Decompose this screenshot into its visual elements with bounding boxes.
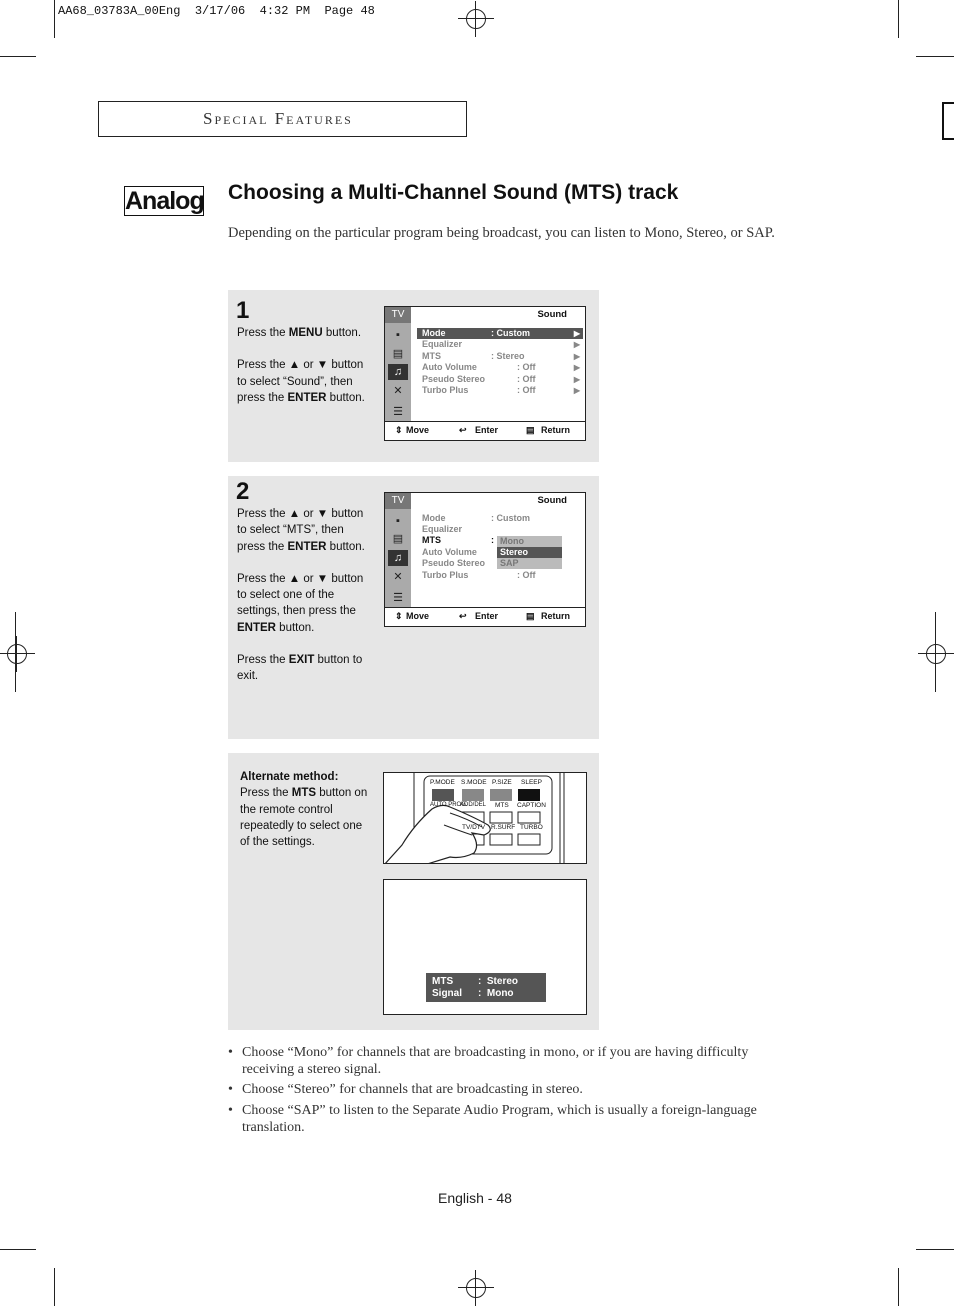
sound-icon: ♫ bbox=[388, 364, 408, 380]
picture-icon: ▪ bbox=[396, 515, 400, 527]
remote-button-label: CAPTION bbox=[517, 802, 546, 809]
channel-icon: ▤ bbox=[392, 533, 404, 545]
osd-signal-value: : Mono bbox=[478, 988, 514, 999]
osd-mts-value: : Stereo bbox=[478, 976, 519, 987]
mts-osd-box bbox=[426, 973, 546, 1002]
sound-menu-screen-2 bbox=[384, 492, 586, 627]
step1-text-2: Press the ▲ or ▼ button to select “Sound”, then press the ENTER button. bbox=[237, 359, 365, 404]
remote-button-label: R.SURF bbox=[491, 824, 516, 831]
step2-text-3: Press the EXIT button to exit. bbox=[237, 654, 363, 683]
alt-method-text bbox=[240, 769, 374, 850]
mts-option-sap: SAP bbox=[497, 558, 562, 569]
osd-mts-label: MTS bbox=[432, 976, 454, 987]
section-header-text: Special Features bbox=[203, 109, 353, 128]
menu-row: MTS : bbox=[422, 535, 494, 545]
bullet-text: Choose “Mono” for channels that are broadcasting in mono, or if you are having difficulty receiving a stereo signal. bbox=[242, 1045, 749, 1077]
alt-method-body: Press the MTS button on the remote control repeatedly to select one of the settings. bbox=[240, 787, 368, 849]
step1-instructions bbox=[237, 325, 375, 422]
picture-icon: ▪ bbox=[396, 329, 400, 341]
menu-row: Turbo Plus : Off bbox=[422, 570, 536, 580]
remote-drawing bbox=[384, 773, 587, 864]
sound-menu-screen-1 bbox=[384, 306, 586, 441]
menu-row: Mode : Custom ▶ bbox=[417, 328, 583, 339]
remote-button-label: P.MODE bbox=[430, 779, 455, 786]
step2-text-1: Press the ▲ or ▼ button to select “MTS”, then press the ENTER button. bbox=[237, 508, 365, 553]
menu-row: Pseudo Stereo bbox=[422, 558, 486, 568]
menu-footer-bar bbox=[385, 607, 585, 626]
menu-footer-bar bbox=[385, 421, 585, 440]
mts-options-popup bbox=[497, 536, 562, 569]
remote-illustration bbox=[383, 772, 587, 864]
bullet-dot: • bbox=[228, 1082, 233, 1097]
menu-title: Sound bbox=[537, 495, 567, 506]
mts-option-stereo: Stereo bbox=[497, 547, 562, 558]
return-icon: ▤ bbox=[526, 611, 535, 621]
menu-row: Mode : Custom bbox=[422, 513, 530, 523]
tv-label: TV bbox=[385, 493, 411, 509]
menu-row: Equalizer ▶ bbox=[422, 339, 580, 349]
antenna-icon: ✕ bbox=[393, 385, 403, 397]
enter-icon: ↩ bbox=[459, 425, 467, 435]
remote-button-label: TV/DTV bbox=[462, 824, 486, 831]
tv-screen-osd bbox=[383, 879, 587, 1015]
section-header bbox=[98, 101, 467, 137]
remote-button-label: AUTO PROG. bbox=[430, 802, 468, 808]
intro-text: Depending on the particular program being broadcast, you can listen to Mono, Stereo, or SAP. bbox=[228, 225, 775, 241]
enter-label: Enter bbox=[475, 425, 499, 435]
remote-button-label: MTS bbox=[495, 802, 509, 809]
menu-row: Equalizer bbox=[422, 524, 463, 534]
step1-number: 1 bbox=[236, 297, 250, 324]
menu-row: MTS : Stereo ▶ bbox=[422, 351, 580, 361]
tv-label: TV bbox=[385, 307, 411, 323]
mts-option-mono: Mono bbox=[497, 536, 562, 547]
setup-icon: ☰ bbox=[393, 592, 403, 604]
bullet-item bbox=[228, 1044, 788, 1080]
menu-row: Auto Volume bbox=[422, 547, 477, 557]
move-icon: ⇕ bbox=[395, 611, 403, 621]
move-label: Move bbox=[406, 425, 430, 435]
menu-row: Auto Volume : Off ▶ bbox=[422, 362, 580, 372]
menu-row: Turbo Plus : Off ▶ bbox=[422, 385, 580, 395]
step2-number: 2 bbox=[236, 478, 250, 505]
antenna-icon: ✕ bbox=[393, 571, 403, 583]
move-label: Move bbox=[406, 611, 430, 621]
bullet-item bbox=[228, 1102, 788, 1138]
step1-text-1: Press the MENU button. bbox=[237, 327, 362, 339]
remote-button-label: ADD/DEL bbox=[460, 802, 487, 808]
enter-label: Enter bbox=[475, 611, 499, 621]
remote-button-label: TURBO bbox=[520, 824, 543, 831]
sound-icon: ♫ bbox=[388, 550, 408, 566]
menu-row: Pseudo Stereo : Off ▶ bbox=[422, 374, 580, 384]
setup-icon: ☰ bbox=[393, 406, 403, 418]
print-slug: AA68_03783A_00Eng 3/17/06 4:32 PM Page 48 bbox=[58, 4, 375, 18]
return-icon: ▤ bbox=[526, 425, 535, 435]
bullet-text: Choose “Stereo” for channels that are broadcasting in stereo. bbox=[242, 1082, 583, 1097]
return-label: Return bbox=[541, 425, 570, 435]
bullet-item bbox=[228, 1081, 788, 1099]
step2-instructions bbox=[237, 506, 375, 701]
osd-signal-label: Signal bbox=[432, 988, 463, 999]
menu-title: Sound bbox=[537, 309, 567, 320]
remote-button-label: P.SIZE bbox=[492, 779, 512, 786]
remote-button-label: SLEEP bbox=[521, 779, 542, 786]
alt-method-heading: Alternate method: bbox=[240, 771, 339, 783]
bullet-dot: • bbox=[228, 1103, 233, 1118]
page-title: Choosing a Multi-Channel Sound (MTS) track bbox=[228, 181, 679, 204]
step2-text-2: Press the ▲ or ▼ button to select one of the settings, then press the ENTER button. bbox=[237, 572, 364, 634]
remote-button-label: S.MODE bbox=[461, 779, 487, 786]
channel-icon: ▤ bbox=[392, 348, 404, 360]
return-label: Return bbox=[541, 611, 570, 621]
move-icon: ⇕ bbox=[395, 425, 403, 435]
enter-icon: ↩ bbox=[459, 611, 467, 621]
page-footer: English - 48 bbox=[438, 1190, 512, 1206]
analog-tag: Analog bbox=[125, 187, 204, 215]
bullet-text: Choose “SAP” to listen to the Separate Audio Program, which is usually a foreign-language translation. bbox=[242, 1103, 757, 1135]
bullet-dot: • bbox=[228, 1045, 233, 1060]
